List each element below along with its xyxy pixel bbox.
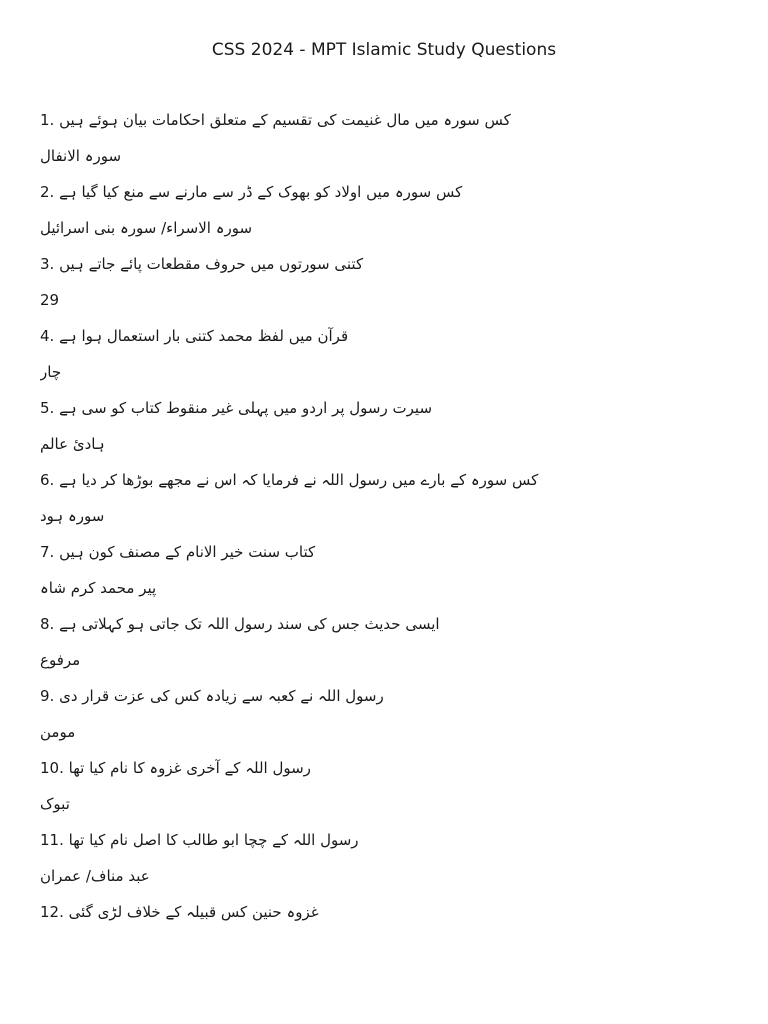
answer-line: [40, 576, 730, 612]
question-line: [40, 180, 730, 216]
question-text: رسول اللہ کے آخری غزوہ کا نام کیا تھا: [68, 759, 311, 777]
question-text: ایسی حدیث جس کی سند رسول اللہ تک جاتی ہو کہلاتی ہے: [59, 615, 440, 633]
question-line: [40, 252, 730, 288]
question-item: [40, 108, 730, 180]
question-line: [40, 684, 730, 720]
question-item: [40, 396, 730, 468]
answer-text: سورہ ہود: [40, 507, 105, 525]
question-item: [40, 612, 730, 684]
answer-text: چار: [40, 363, 62, 381]
question-number: 8.: [40, 615, 55, 633]
question-number: 6.: [40, 471, 55, 489]
answer-text: 29: [40, 291, 60, 309]
question-number: 2.: [40, 183, 55, 201]
question-number: 4.: [40, 327, 55, 345]
question-line: [40, 756, 730, 792]
question-item: [40, 180, 730, 252]
question-text: کتاب سنت خیر الانام کے مصنف کون ہیں: [59, 543, 316, 561]
question-number: 11.: [40, 831, 64, 849]
answer-line: [40, 216, 730, 252]
answer-text: سورہ الاسراء/ سورہ بنی اسرائیل: [40, 219, 253, 237]
question-item: [40, 756, 730, 828]
question-item: [40, 684, 730, 756]
question-text: رسول اللہ کے چچا ابو طالب کا اصل نام کیا تھا: [68, 831, 359, 849]
question-line: [40, 612, 730, 648]
question-text: کس سورہ کے بارے میں رسول اللہ نے فرمایا کہ اس نے مجھے بوڑھا کر دیا ہے: [59, 471, 539, 489]
answer-line: [40, 504, 730, 540]
question-text: کتنی سورتوں میں حروف مقطعات پائے جاتے ہیں: [59, 255, 364, 273]
answer-line: [40, 432, 730, 468]
question-text: قرآن میں لفظ محمد کتنی بار استعمال ہوا ہے: [59, 327, 349, 345]
answer-text: تبوک: [40, 795, 70, 813]
question-number: 5.: [40, 399, 55, 417]
answer-text: ہادئ عالم: [40, 435, 105, 453]
question-item: [40, 252, 730, 324]
page-title: CSS 2024 - MPT Islamic Study Questions: [211, 40, 557, 60]
answer-text: مومن: [40, 723, 76, 741]
answer-text: پیر محمد کرم شاہ: [40, 579, 157, 597]
question-item: [40, 468, 730, 540]
question-line: [40, 324, 730, 360]
question-text: رسول اللہ نے کعبہ سے زیادہ کس کی عزت قرار دی: [59, 687, 384, 705]
question-line: [40, 900, 730, 936]
answer-text: مرفوع: [40, 651, 81, 669]
question-line: [40, 828, 730, 864]
question-number: 3.: [40, 255, 55, 273]
question-line: [40, 540, 730, 576]
question-number: 9.: [40, 687, 55, 705]
question-text: کس سورہ میں اولاد کو بھوک کے ڈر سے مارنے سے منع کیا گیا ہے: [59, 183, 463, 201]
question-line: [40, 396, 730, 432]
answer-line: [40, 144, 730, 180]
answer-line: [40, 792, 730, 828]
answer-line: [40, 360, 730, 396]
question-line: [40, 108, 730, 144]
answer-text: عبد مناف/ عمران: [40, 867, 150, 885]
question-number: 1.: [40, 111, 55, 129]
question-text: غزوہ حنین کس قبیلہ کے خلاف لڑی گئی: [68, 903, 319, 921]
question-text: کس سورہ میں مال غنیمت کی تقسیم کے متعلق احکامات بیان ہوئے ہیں: [59, 111, 511, 129]
question-text: سیرت رسول پر اردو میں پہلی غیر منقوط کتاب کو سی ہے: [59, 399, 433, 417]
answer-line: [40, 288, 730, 324]
question-list: [40, 108, 730, 936]
answer-line: [40, 720, 730, 756]
question-item: [40, 540, 730, 612]
question-line: [40, 468, 730, 504]
question-item: [40, 900, 730, 936]
answer-line: [40, 648, 730, 684]
answer-text: سورہ الانفال: [40, 147, 122, 165]
question-item: [40, 324, 730, 396]
question-number: 7.: [40, 543, 55, 561]
answer-line: [40, 864, 730, 900]
question-number: 12.: [40, 903, 64, 921]
question-number: 10.: [40, 759, 64, 777]
question-item: [40, 828, 730, 900]
